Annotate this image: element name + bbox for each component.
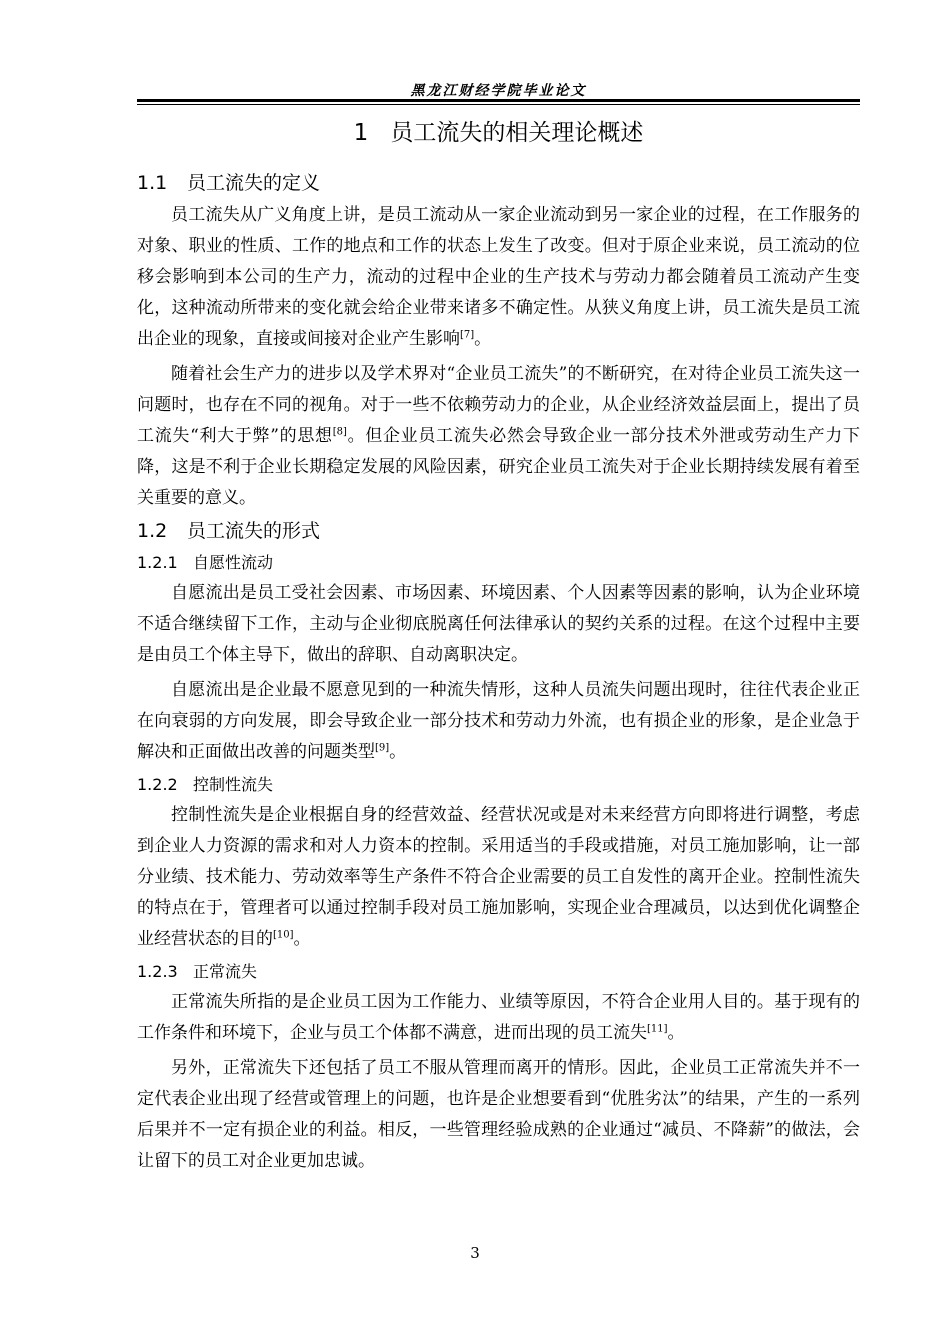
paragraph-text: 自愿流出是企业最不愿意见到的一种流失情形，这种人员流失问题出现时，往往代表企业正在向衰弱的方向发展，即会导致企业一部分技术和劳动力外流，也有损企业的形象，是企业急于解决和正面做出改善的问题类型	[137, 680, 860, 762]
paragraph-tail: 。	[389, 742, 407, 762]
section-title: 员工流失的定义	[187, 172, 321, 194]
paragraph	[137, 800, 860, 955]
paragraph-text: 正常流失所指的是企业员工因为工作能力、业绩等原因，不符合企业用人目的。基于现有的工作条件和环境下，企业与员工个体都不满意，进而出现的员工流失	[137, 992, 860, 1043]
running-header: 黑龙江财经学院毕业论文	[410, 83, 587, 99]
subsection-number: 1.2.3	[137, 962, 178, 981]
header-rule-thin	[137, 104, 860, 105]
section-title: 员工流失的形式	[187, 520, 321, 542]
paragraph-tail: 。	[293, 929, 311, 949]
subsection-number: 1.2.1	[137, 553, 178, 572]
chapter-number: 1	[353, 120, 369, 146]
subsection-heading-1-2-1	[137, 550, 860, 576]
page-number: 3	[470, 1244, 480, 1262]
chapter-heading	[137, 116, 860, 150]
subsection-title: 正常流失	[193, 962, 258, 981]
subsection-title: 自愿性流动	[193, 553, 274, 572]
paragraph-text: 控制性流失是企业根据自身的经营效益、经营状况或是对未来经营方向即将进行调整，考虑到企业人力资源的需求和对人力资本的控制。采用适当的手段或措施，对员工施加影响，让一部分业绩、技术能力、劳动效率等生产条件不符合企业需要的员工自发性的离开企业。控制性流失的特点在于，管理者可以通过控制手段对员工施加影响，实现企业合理减员，以达到优化调整企业经营状态的目的	[137, 805, 860, 949]
header-rule-thick	[137, 99, 860, 102]
chapter-title: 员工流失的相关理论概述	[390, 120, 644, 146]
section-number: 1.1	[137, 172, 168, 194]
citation-ref: [7]	[460, 329, 475, 341]
paragraph-tail: 。	[474, 329, 492, 349]
citation-ref: [8]	[332, 426, 347, 438]
paragraph-text: 员工流失从广义角度上讲，是员工流动从一家企业流动到另一家企业的过程，在工作服务的对象、职业的性质、工作的地点和工作的状态上发生了改变。但对于原企业来说，员工流动的位移会影响到本公司的生产力，流动的过程中企业的生产技术与劳动力都会随着员工流动产生变化，这种流动所带来的变化就会给企业带来诸多不确定性。从狭义角度上讲，员工流失是员工流出企业的现象，直接或间接对企业产生影响	[137, 205, 860, 349]
paragraph-text: 自愿流出是员工受社会因素、市场因素、环境因素、个人因素等因素的影响，认为企业环境不适合继续留下工作，主动与企业彻底脱离任何法律承认的契约关系的过程。在这个过程中主要是由员工个体主导下，做出的辞职、自动离职决定。	[137, 583, 860, 665]
paragraph	[137, 675, 860, 768]
section-heading-1-2	[137, 516, 860, 546]
paragraph-tail: 。但企业员工流失必然会导致企业一部分技术外泄或劳动生产力下降，这是不利于企业长期稳定发展的风险因素，研究企业员工流失对于企业长期持续发展有着至关重要的意义。	[137, 426, 861, 508]
paragraph	[137, 200, 860, 355]
subsection-title: 控制性流失	[193, 775, 274, 794]
subsection-number: 1.2.2	[137, 775, 178, 794]
paragraph	[137, 578, 860, 671]
citation-ref: [10]	[273, 929, 294, 941]
paragraph	[137, 359, 860, 514]
page-body	[137, 112, 860, 1177]
section-heading-1-1	[137, 168, 860, 198]
paragraph	[137, 987, 860, 1049]
paragraph-text: 另外，正常流失下还包括了员工不服从管理而离开的情形。因此，企业员工正常流失并不一定代表企业出现了经营或管理上的问题，也许是企业想要看到“优胜劣汰”的结果，产生的一系列后果并不一定有损企业的利益。相反，一些管理经验成熟的企业通过“减员、不降薪”的做法，会让留下的员工对企业更加忠诚。	[137, 1058, 860, 1171]
section-number: 1.2	[137, 520, 168, 542]
subsection-heading-1-2-3	[137, 959, 860, 985]
citation-ref: [9]	[375, 742, 390, 754]
citation-ref: [11]	[647, 1023, 668, 1035]
paragraph-text: 随着社会生产力的进步以及学术界对“企业员工流失”的不断研究，在对待企业员工流失这一问题时，也存在不同的视角。对于一些不依赖劳动力的企业，从企业经济效益层面上，提出了员工流失“利大于弊”的思想	[137, 364, 860, 446]
paragraph-tail: 。	[667, 1023, 685, 1043]
subsection-heading-1-2-2	[137, 772, 860, 798]
paragraph	[137, 1053, 860, 1177]
